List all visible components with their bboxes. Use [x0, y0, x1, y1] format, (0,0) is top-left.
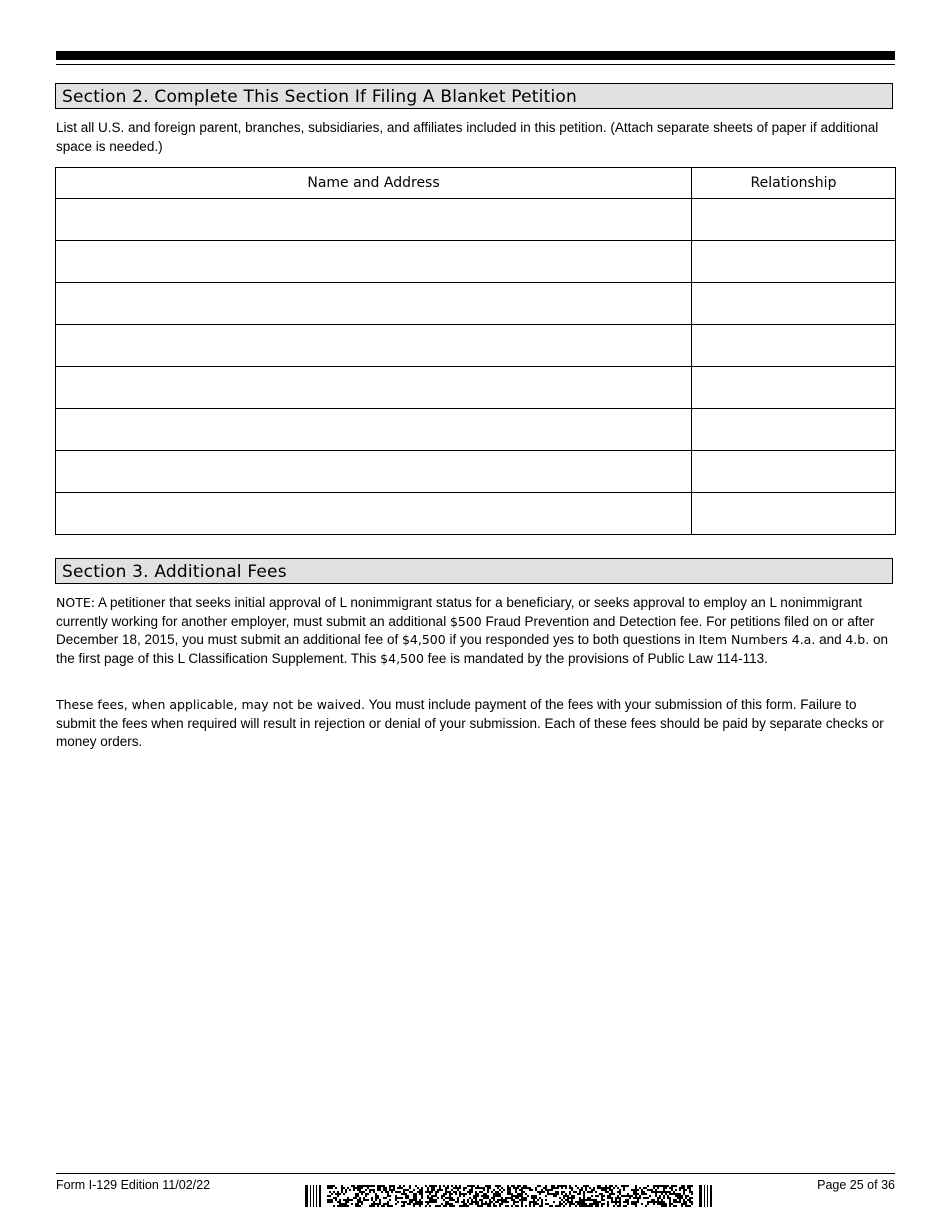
name-address-field[interactable]	[56, 409, 692, 451]
name-address-field[interactable]	[56, 451, 692, 493]
note-text: on the first page of this L Classification Supplement. This	[56, 632, 888, 666]
name-address-field[interactable]	[56, 241, 692, 283]
section-2-instructions: List all U.S. and foreign parent, branches, subsidiaries, and affiliates included in this petition. (Attach separate sheets of paper if additional space is needed.)	[56, 120, 879, 154]
relationship-field[interactable]	[692, 367, 896, 409]
table-row	[56, 451, 896, 493]
name-address-field[interactable]	[56, 325, 692, 367]
note-text: and	[815, 632, 846, 647]
note-text: if you responded yes to both questions in	[445, 632, 699, 647]
name-address-field[interactable]	[56, 367, 692, 409]
table-row	[56, 283, 896, 325]
barcode-image	[305, 1185, 713, 1207]
note-text: A petitioner that seeks initial approval of L nonimmigrant status for a beneficiary, or seeks approval to employ an L nonimmigrant currently working for another employer, must submit an additional	[56, 595, 863, 629]
relationship-field[interactable]	[692, 241, 896, 283]
relationship-field[interactable]	[692, 199, 896, 241]
item-number-ref: 4.b.	[845, 632, 870, 647]
note-text: Fraud Prevention and Detection fee. For petitions filed on or after December 18, 2015, you must submit an additional fee of	[56, 613, 875, 647]
table-row	[56, 367, 896, 409]
form-edition: Form I-129 Edition 11/02/22	[56, 1178, 211, 1192]
fees-waiver-paragraph	[56, 696, 890, 752]
table-row	[56, 409, 896, 451]
waiver-label: These fees, when applicable, may not be waived.	[56, 697, 366, 712]
relationship-field[interactable]	[692, 409, 896, 451]
name-address-field[interactable]	[56, 493, 692, 535]
name-address-field[interactable]	[56, 199, 692, 241]
page-number: Page 25 of 36	[817, 1178, 895, 1192]
relationship-field[interactable]	[692, 451, 896, 493]
fee-amount: $4,500	[380, 650, 424, 666]
fee-amount: $500	[449, 613, 482, 629]
header-rule-thick	[56, 51, 895, 60]
section-2-header: Section 2. Complete This Section If Filing A Blanket Petition	[55, 83, 893, 109]
waiver-text: You must include payment of the fees with your submission of this form. Failure to submit the fees when required will result in rejection or denial of your submission. Each of these fees should be paid by separate checks or money orders.	[56, 697, 884, 749]
table-row	[56, 241, 896, 283]
column-header-name-address: Name and Address	[56, 168, 692, 199]
table-row	[56, 199, 896, 241]
name-address-field[interactable]	[56, 283, 692, 325]
fees-note	[56, 594, 890, 668]
table-row	[56, 493, 896, 535]
header-rule-thin	[56, 64, 895, 65]
relationship-field[interactable]	[692, 493, 896, 535]
relationship-field[interactable]	[692, 283, 896, 325]
table-header-row	[56, 168, 896, 199]
relationship-field[interactable]	[692, 325, 896, 367]
note-label: NOTE:	[56, 595, 95, 610]
fee-amount: $4,500	[401, 632, 446, 647]
footer-rule	[56, 1173, 895, 1174]
note-text: fee is mandated by the provisions of Public Law 114-113.	[423, 650, 768, 666]
section-3-header: Section 3. Additional Fees	[55, 558, 893, 584]
table-row	[56, 325, 896, 367]
column-header-relationship: Relationship	[692, 168, 896, 199]
item-numbers-ref: Item Numbers 4.a.	[698, 632, 816, 647]
affiliates-table	[55, 167, 896, 535]
